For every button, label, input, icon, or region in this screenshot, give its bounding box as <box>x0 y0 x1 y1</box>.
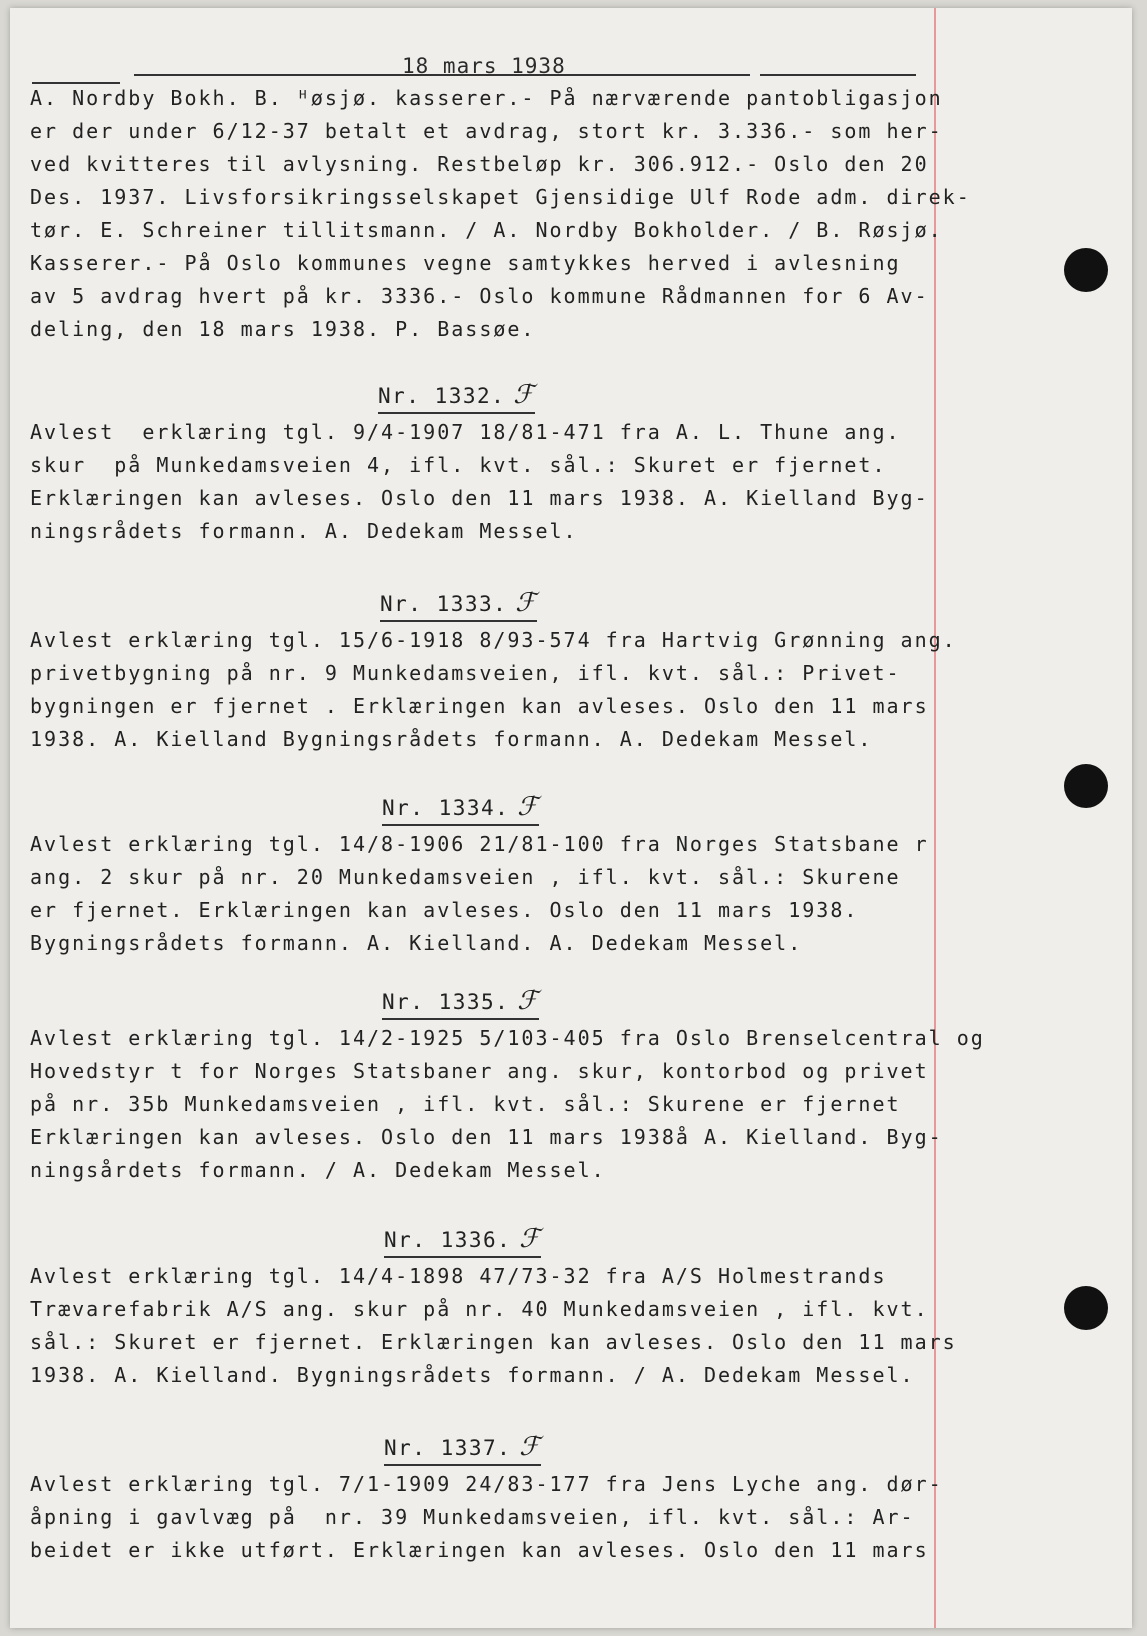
signature-mark: ℱ <box>517 986 540 1016</box>
intro-paragraph <box>30 82 990 346</box>
entry-number: Nr. 1333. ℱ <box>380 588 537 622</box>
text-line: Avlest erklæring tgl. 14/8-1906 21/81-100 fra Norges Statsbane r <box>30 832 929 856</box>
entry-paragraph <box>30 416 990 548</box>
entry-paragraph <box>30 828 990 960</box>
text-line: Erklæringen kan avleses. Oslo den 11 mars 1938å A. Kielland. Byg- <box>30 1125 943 1149</box>
text-line: Hovedstyr t for Norges Statsbaner ang. skur, kontorbod og privet <box>30 1059 929 1083</box>
signature-mark: ℱ <box>519 1432 542 1462</box>
text-line: av 5 avdrag hvert på kr. 3336.- Oslo kommune Rådmannen for 6 Av- <box>30 284 929 308</box>
entry-number: Nr. 1332. ℱ <box>378 380 535 414</box>
text-line: beidet er ikke utført. Erklæringen kan avleses. Oslo den 11 mars <box>30 1538 929 1562</box>
entry-number: Nr. 1334. ℱ <box>382 792 539 826</box>
entry-paragraph <box>30 1260 990 1392</box>
entry-number: Nr. 1335. ℱ <box>382 986 539 1020</box>
text-line: Avlest erklæring tgl. 9/4-1907 18/81-471 fra A. L. Thune ang. <box>30 420 901 444</box>
text-line: er fjernet. Erklæringen kan avleses. Oslo den 11 mars 1938. <box>30 898 859 922</box>
text-line: sål.: Skuret er fjernet. Erklæringen kan avleses. Oslo den 11 mars <box>30 1330 957 1354</box>
text-line: Trævarefabrik A/S ang. skur på nr. 40 Munkedamsveien , ifl. kvt. <box>30 1297 929 1321</box>
entry-paragraph <box>30 624 990 756</box>
page-date-header: 18 mars 1938 <box>402 54 566 78</box>
text-line: Avlest erklæring tgl. 14/4-1898 47/73-32 fra A/S Holmestrands <box>30 1264 887 1288</box>
document-page <box>10 8 1132 1628</box>
text-line: A. Nordby Bokh. B. ᴴøsjø. kasserer.- På nærværende pantobligasjon <box>30 86 943 110</box>
signature-mark: ℱ <box>517 792 540 822</box>
text-line: bygningen er fjernet . Erklæringen kan avleses. Oslo den 11 mars <box>30 694 929 718</box>
text-line: Erklæringen kan avleses. Oslo den 11 mars 1938. A. Kielland Byg- <box>30 486 929 510</box>
text-line: Avlest erklæring tgl. 15/6-1918 8/93-574 fra Hartvig Grønning ang. <box>30 628 957 652</box>
signature-mark: ℱ <box>515 588 538 618</box>
signature-mark: ℱ <box>513 380 536 410</box>
entry-paragraph <box>30 1468 990 1567</box>
header-rule <box>760 74 916 76</box>
text-line: ningsårdets formann. / A. Dedekam Messel. <box>30 1158 606 1182</box>
punch-hole <box>1064 1286 1108 1330</box>
text-line: Avlest erklæring tgl. 14/2-1925 5/103-405 fra Oslo Brenselcentral og <box>30 1026 985 1050</box>
punch-hole <box>1064 248 1108 292</box>
text-line: 1938. A. Kielland. Bygningsrådets formann. / A. Dedekam Messel. <box>30 1363 915 1387</box>
text-line: Kasserer.- På Oslo kommunes vegne samtykkes herved i avlesning <box>30 251 901 275</box>
text-line: tør. E. Schreiner tillitsmann. / A. Nordby Bokholder. / B. Røsjø. <box>30 218 943 242</box>
entry-number: Nr. 1337. ℱ <box>384 1432 541 1466</box>
text-line: ang. 2 skur på nr. 20 Munkedamsveien , ifl. kvt. sål.: Skurene <box>30 865 901 889</box>
text-line: deling, den 18 mars 1938. P. Bassøe. <box>30 317 536 341</box>
signature-mark: ℱ <box>519 1224 542 1254</box>
text-line: åpning i gavlvæg på nr. 39 Munkedamsveien, ifl. kvt. sål.: Ar- <box>30 1505 915 1529</box>
text-line: 1938. A. Kielland Bygningsrådets formann. A. Dedekam Messel. <box>30 727 873 751</box>
text-line: Avlest erklæring tgl. 7/1-1909 24/83-177 fra Jens Lyche ang. dør- <box>30 1472 943 1496</box>
text-line: ningsrådets formann. A. Dedekam Messel. <box>30 519 578 543</box>
text-line: Des. 1937. Livsforsikringsselskapet Gjensidige Ulf Rode adm. direk- <box>30 185 971 209</box>
text-line: ved kvitteres til avlysning. Restbeløp kr. 306.912.- Oslo den 20 <box>30 152 929 176</box>
text-line: privetbygning på nr. 9 Munkedamsveien, ifl. kvt. sål.: Privet- <box>30 661 901 685</box>
text-line: er der under 6/12-37 betalt et avdrag, stort kr. 3.336.- som her- <box>30 119 943 143</box>
text-line: på nr. 35b Munkedamsveien , ifl. kvt. sål.: Skurene er fjernet <box>30 1092 901 1116</box>
entry-paragraph <box>30 1022 990 1187</box>
punch-hole <box>1064 764 1108 808</box>
entry-number: Nr. 1336. ℱ <box>384 1224 541 1258</box>
text-line: skur på Munkedamsveien 4, ifl. kvt. sål.: Skuret er fjernet. <box>30 453 887 477</box>
text-line: Bygningsrådets formann. A. Kielland. A. Dedekam Messel. <box>30 931 803 955</box>
